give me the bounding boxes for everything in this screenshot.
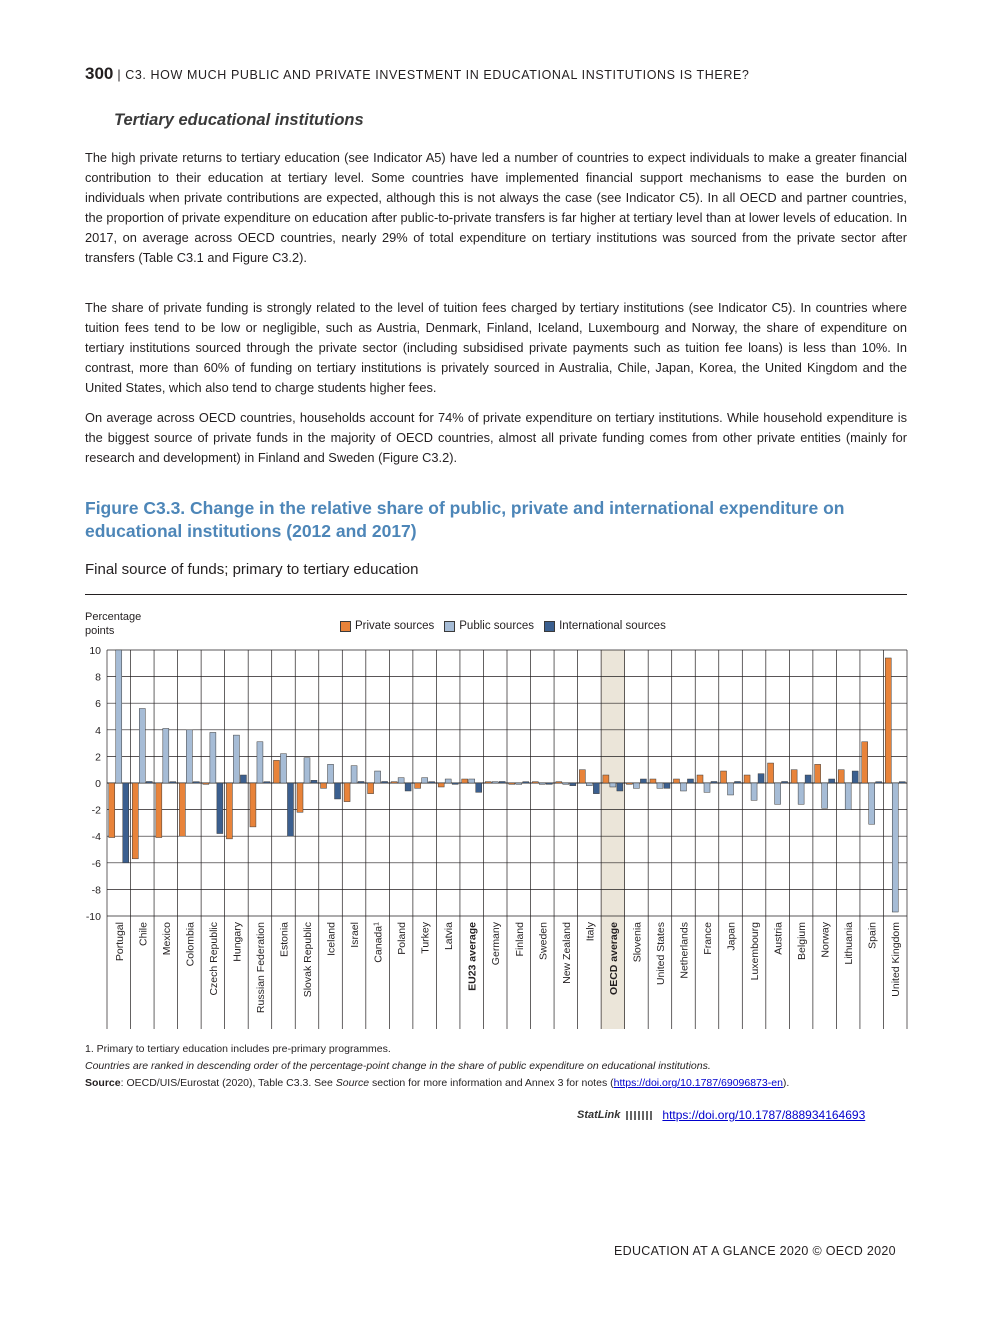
bar-private	[697, 775, 703, 783]
bar-public	[398, 778, 404, 783]
bar-public	[704, 783, 710, 792]
bar-public	[728, 783, 734, 795]
category-label: New Zealand	[560, 922, 573, 984]
bar-international	[593, 783, 599, 794]
bar-public	[680, 783, 686, 791]
bar-private	[650, 779, 656, 783]
category-label: Chile	[137, 922, 150, 946]
y-tick-label: -2	[91, 804, 101, 817]
bar-international	[311, 780, 317, 783]
ranking-note: Countries are ranked in descending order of the percentage-point change in the share of public expenditure on educational institutions.	[85, 1060, 711, 1072]
category-label: Estonia	[278, 922, 291, 958]
bar-private	[297, 783, 303, 812]
bar-international	[546, 783, 552, 784]
bar-private	[368, 783, 374, 794]
bar-international	[382, 782, 388, 784]
bar-international	[852, 771, 858, 783]
category-superscript: 1	[373, 922, 381, 926]
bar-international	[429, 782, 435, 783]
bar-international	[523, 782, 529, 783]
paragraph-3: On average across OECD countries, households account for 74% of private expenditure on tertiary institutions. While household expenditure is the biggest source of private funds in the majority of OECD countries, almost all private funding comes from other private entities (mainly for research and development) in Finland and Sweden (Figure C3.2).	[85, 410, 907, 465]
y-tick-label: 2	[95, 751, 101, 764]
bar-international	[876, 782, 882, 783]
category-label: Czech Republic	[207, 922, 220, 996]
category-label: Sweden	[537, 922, 550, 960]
source-text-3: ).	[782, 1077, 790, 1089]
y-axis-label: Percentage points	[85, 611, 142, 637]
bar-private	[250, 783, 256, 827]
legend-item-private	[340, 620, 434, 632]
bar-public	[892, 783, 898, 912]
bar-international	[452, 783, 458, 784]
bar-private	[438, 783, 444, 787]
bar-private	[862, 742, 868, 783]
header-separator: |	[117, 68, 122, 82]
source-label: Source	[85, 1077, 121, 1089]
bar-private	[391, 782, 397, 783]
bar-public	[257, 742, 263, 783]
category-label: France	[702, 922, 714, 955]
category-label: Luxembourg	[749, 922, 762, 981]
legend-swatch-public	[444, 621, 455, 632]
bar-public	[233, 735, 239, 783]
category-label: Japan	[725, 922, 738, 951]
figure-rule	[85, 594, 907, 595]
bar-international	[829, 779, 835, 783]
y-tick-label: -10	[85, 911, 101, 923]
bar-international	[805, 775, 811, 783]
bar-public	[116, 650, 122, 783]
bar-private	[109, 783, 115, 838]
source-note	[85, 1077, 789, 1089]
category-label: Canada$^1$	[372, 922, 385, 963]
category-label: Germany	[490, 922, 503, 966]
category-label: OECD average	[607, 922, 620, 995]
bar-international	[264, 782, 270, 783]
bar-international	[123, 783, 129, 863]
bar-public	[633, 783, 639, 788]
bar-public	[845, 783, 851, 810]
legend-swatch-private	[340, 621, 351, 632]
bar-public	[163, 728, 169, 783]
bar-private	[838, 770, 844, 783]
category-label: Netherlands	[678, 922, 691, 979]
bar-international	[664, 783, 670, 788]
chart-legend	[340, 620, 666, 632]
category-label: Russian Federation	[254, 922, 267, 1014]
bar-public	[422, 778, 428, 783]
bar-international	[146, 782, 152, 784]
bar-public	[328, 764, 334, 783]
bar-private	[626, 783, 632, 784]
category-label: United States	[654, 922, 667, 986]
bar-public	[351, 766, 357, 783]
bar-private	[462, 779, 468, 783]
page-number: 300	[85, 64, 114, 83]
category-label: Israel	[349, 922, 362, 948]
bar-public	[516, 783, 522, 784]
bar-public	[375, 771, 381, 783]
bar-private	[579, 770, 585, 783]
bar-private	[203, 783, 209, 784]
bar-international	[758, 774, 764, 783]
bar-public	[280, 754, 286, 783]
y-tick-label: -6	[91, 857, 101, 870]
category-label: Austria	[772, 922, 785, 955]
bar-international	[570, 783, 576, 786]
bar-public	[798, 783, 804, 804]
bar-public	[775, 783, 781, 804]
bar-international	[735, 782, 741, 784]
bar-public	[304, 758, 310, 783]
category-label: Portugal	[113, 922, 126, 962]
bar-private	[485, 782, 491, 783]
bar-private	[885, 658, 891, 783]
bar-private	[673, 779, 679, 783]
y-tick-label: 8	[95, 671, 101, 684]
category-label: Turkey	[419, 922, 432, 954]
category-label: Iceland	[325, 922, 338, 956]
bar-private	[132, 783, 138, 859]
bar-international	[782, 782, 788, 784]
figure-subtitle: Final source of funds; primary to tertiary education	[85, 561, 419, 578]
category-label: Lithuania	[843, 922, 856, 965]
paragraph-2: The share of private funding is strongly related to the level of tuition fees charged by tertiary institutions (see Indicator C5). In countries where tuition fees tend to be low or negligible, such as Austria, Denmark, Finland, Iceland, Luxembourg and Norway, the share of expenditure on tertiary institutions sourced through the private sector (including subsidised private payments such as tuition fee loans) is less than 10%. In contrast, more than 60% of funding on tertiary institutions is privately sourced in Australia, Chile, Japan, Korea, the United Kingdom and the United States, which also tend to charge students higher fees.	[85, 300, 907, 395]
statlink-icon	[626, 1111, 652, 1120]
bar-private	[321, 783, 327, 788]
bar-international	[217, 783, 223, 834]
bar-public	[751, 783, 757, 800]
category-label: Poland	[396, 922, 409, 955]
bar-public	[492, 782, 498, 783]
bar-private	[344, 783, 350, 802]
bar-public	[822, 783, 828, 808]
bar-international	[640, 779, 646, 783]
bar-private	[532, 782, 538, 783]
source-link[interactable]: https://doi.org/10.1787/69096873-en	[613, 1077, 783, 1089]
bar-international	[358, 782, 364, 784]
category-label: Norway	[819, 922, 832, 958]
legend-label-public: Public sources	[459, 620, 535, 632]
y-tick-label: 10	[89, 645, 101, 657]
bar-public	[657, 783, 663, 788]
bar-private	[556, 782, 562, 783]
category-label: Slovak Republic	[302, 922, 314, 998]
bar-international	[405, 783, 411, 791]
bar-private	[156, 783, 162, 838]
y-tick-label: 6	[95, 698, 101, 711]
legend-label-private: Private sources	[355, 620, 435, 632]
legend-item-international	[544, 620, 666, 632]
bar-chart	[80, 640, 910, 1035]
figure-footnote: 1. Primary to tertiary education includes pre-primary programmes.	[85, 1043, 391, 1055]
bar-international	[499, 782, 505, 784]
category-label: Finland	[513, 922, 526, 957]
bar-public	[610, 783, 616, 787]
y-tick-label: 0	[95, 778, 101, 790]
source-text-1: : OECD/UIS/Eurostat (2020), Table C3.3. See	[120, 1077, 336, 1089]
category-label: EU23 average	[466, 922, 479, 991]
bar-international	[476, 783, 482, 792]
legend-label-international: International sources	[559, 620, 666, 632]
category-label: Slovenia	[631, 922, 644, 963]
y-tick-label: -8	[91, 884, 101, 897]
category-label: Mexico	[160, 922, 173, 956]
bar-private	[768, 763, 774, 783]
bar-public	[869, 783, 875, 824]
bar-private	[603, 775, 609, 783]
figure-title: Figure C3.3. Change in the relative share of public, private and international expenditure on educational institutions (2012 and 2017)	[85, 498, 845, 541]
category-label: United Kingdom	[890, 922, 903, 997]
y-tick-label: 4	[95, 724, 101, 737]
y-tick-label: -4	[91, 831, 101, 844]
bar-private	[744, 775, 750, 783]
bar-international	[287, 783, 293, 836]
bar-private	[179, 783, 185, 836]
category-label: Belgium	[796, 922, 809, 960]
category-label: Hungary	[231, 922, 244, 962]
bar-international	[240, 775, 246, 783]
bar-private	[721, 771, 727, 783]
chapter-title: C3. HOW MUCH PUBLIC AND PRIVATE INVESTMENT IN EDUCATIONAL INSTITUTIONS IS THERE?	[125, 68, 750, 82]
bar-public	[139, 709, 145, 783]
bar-public	[469, 779, 475, 783]
bar-public	[210, 732, 216, 783]
bar-international	[711, 782, 717, 784]
bar-international	[617, 783, 623, 791]
bar-private	[509, 783, 515, 784]
bar-international	[193, 782, 199, 783]
page-header	[85, 64, 749, 84]
category-label: Latvia	[443, 922, 456, 951]
source-italic: Source	[335, 1077, 370, 1089]
bar-international	[687, 779, 693, 783]
legend-item-public	[444, 620, 534, 632]
bar-private	[273, 760, 279, 783]
bar-international	[335, 783, 341, 799]
paragraph-1: The high private returns to tertiary education (see Indicator A5) have led a number of countries to expect individuals to make a greater financial contribution to their education at tertiary level. Some countries have implemented financial support mechanisms to ease the burden on individuals when private contributions are expected, although this is not always the case (see Indicator C5). In all OECD and partner countries, the proportion of private expenditure on education after public-to-private transfers is far higher at tertiary level than at lower levels of education. In 2017, on average across OECD countries, nearly 29% of total expenditure on tertiary institutions was sourced from the private sector after transfers (Table C3.1 and Figure C3.2).	[85, 150, 907, 265]
category-label: Colombia	[184, 922, 197, 967]
bar-private	[791, 770, 797, 783]
bar-public	[445, 779, 451, 783]
bar-public	[539, 783, 545, 784]
bar-private	[815, 764, 821, 783]
bar-public	[186, 730, 192, 783]
statlink-link[interactable]: https://doi.org/10.1787/888934164693	[662, 1108, 866, 1122]
page-footer: EDUCATION AT A GLANCE 2020 © OECD 2020	[614, 1244, 896, 1258]
category-label: Italy	[584, 922, 597, 942]
section-title: Tertiary educational institutions	[114, 111, 364, 129]
bar-public	[563, 783, 569, 784]
statlink	[577, 1108, 865, 1122]
bar-public	[586, 783, 592, 786]
bar-international	[899, 782, 905, 783]
category-label: Spain	[866, 922, 879, 949]
bar-private	[415, 783, 421, 788]
legend-swatch-international	[544, 621, 555, 632]
statlink-logo: StatLink	[577, 1109, 621, 1121]
bar-private	[226, 783, 232, 839]
source-text-2: section for more information and Annex 3 for notes (	[369, 1077, 614, 1089]
bar-international	[170, 782, 176, 783]
